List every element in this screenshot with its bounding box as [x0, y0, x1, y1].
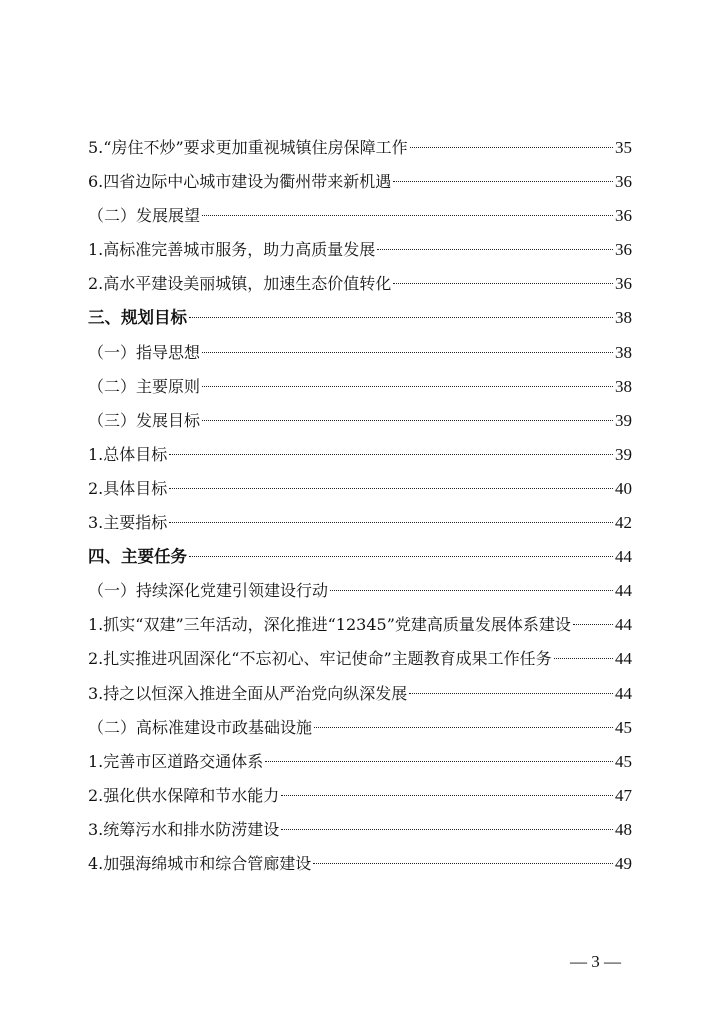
toc-entry[interactable]	[88, 711, 632, 745]
dot-leader	[410, 147, 613, 148]
dot-leader	[169, 522, 613, 523]
dot-leader	[202, 420, 613, 421]
toc-entry[interactable]	[88, 779, 632, 813]
toc-entry[interactable]	[88, 370, 632, 404]
toc-entry-page: 45	[615, 751, 632, 771]
toc-entry-page: 42	[615, 513, 632, 533]
toc-entry-title: 2.扎实推进巩固深化“不忘初心、牢记使命”主题教育成果工作任务	[88, 649, 552, 669]
table-of-contents	[88, 131, 632, 881]
toc-entry-title: 3.统筹污水和排水防涝建设	[88, 819, 280, 839]
toc-entry-page: 38	[615, 342, 632, 362]
dot-leader	[281, 829, 613, 830]
toc-entry-title: （二）主要原则	[88, 376, 201, 396]
toc-entry-page: 40	[615, 478, 632, 498]
dot-leader	[554, 658, 613, 659]
toc-entry-title: （二）发展展望	[88, 206, 201, 226]
toc-entry-page: 44	[615, 649, 632, 669]
toc-entry-title: 1.完善市区道路交通体系	[88, 751, 264, 771]
dot-leader	[169, 454, 613, 455]
toc-entry[interactable]	[88, 608, 632, 642]
toc-entry-page: 48	[615, 819, 632, 839]
dot-leader	[169, 488, 613, 489]
toc-entry-title: 1.高标准完善城市服务，助力高质量发展	[88, 240, 376, 260]
toc-entry-page: 44	[615, 683, 632, 703]
toc-entry-page: 39	[615, 444, 632, 464]
toc-entry[interactable]	[88, 199, 632, 233]
toc-entry[interactable]	[88, 165, 632, 199]
dot-leader	[189, 317, 613, 318]
toc-entry-page: 36	[615, 274, 632, 294]
toc-entry[interactable]	[88, 336, 632, 370]
dot-leader	[189, 556, 613, 557]
dot-leader	[393, 181, 613, 182]
toc-entry-page: 36	[615, 172, 632, 192]
dot-leader	[330, 590, 613, 591]
dot-leader	[202, 386, 613, 387]
toc-entry[interactable]	[88, 506, 632, 540]
toc-entry-title: 1.总体目标	[88, 444, 168, 464]
dot-leader	[573, 624, 613, 625]
toc-entry-title: 3.持之以恒深入推进全面从严治党向纵深发展	[88, 683, 408, 703]
dot-leader	[409, 693, 613, 694]
toc-entry-page: 36	[615, 240, 632, 260]
toc-entry-title: 2.强化供水保障和节水能力	[88, 785, 280, 805]
dot-leader	[313, 863, 613, 864]
toc-entry-page: 38	[615, 308, 632, 328]
dot-leader	[314, 727, 613, 728]
toc-entry-title: 四、主要任务	[88, 547, 187, 567]
toc-entry[interactable]	[88, 472, 632, 506]
toc-entry[interactable]	[88, 131, 632, 165]
toc-entry-title: 三、规划目标	[88, 308, 187, 328]
toc-entry[interactable]	[88, 642, 632, 676]
dot-leader	[265, 761, 613, 762]
toc-entry-page: 44	[615, 581, 632, 601]
toc-entry[interactable]	[88, 233, 632, 267]
toc-entry-title: 3.主要指标	[88, 513, 168, 533]
dot-leader	[393, 283, 613, 284]
toc-entry-page: 44	[615, 615, 632, 635]
toc-entry-title: （三）发展目标	[88, 410, 201, 430]
toc-entry-title: 5.“房住不炒”要求更加重视城镇住房保障工作	[88, 138, 408, 157]
page-number: — 3 —	[570, 952, 621, 971]
toc-entry[interactable]	[88, 438, 632, 472]
toc-entry[interactable]	[88, 847, 632, 881]
toc-entry-title: （一）持续深化党建引领建设行动	[88, 581, 329, 601]
dot-leader	[281, 795, 613, 796]
toc-entry-title: 1.抓实“双建”三年活动，深化推进“12345”党建高质量发展体系建设	[88, 615, 571, 635]
toc-entry[interactable]	[88, 745, 632, 779]
toc-entry-page: 35	[615, 138, 632, 157]
toc-entry-title: 2.具体目标	[88, 478, 168, 498]
toc-entry-title: 4.加强海绵城市和综合管廊建设	[88, 853, 312, 873]
toc-entry-title: 6.四省边际中心城市建设为衢州带来新机遇	[88, 172, 392, 192]
toc-entry-title: （二）高标准建设市政基础设施	[88, 717, 313, 737]
toc-entry-page: 36	[615, 206, 632, 226]
toc-entry-page: 47	[615, 785, 632, 805]
dot-leader	[202, 215, 613, 216]
toc-entry[interactable]	[88, 574, 632, 608]
toc-entry[interactable]	[88, 813, 632, 847]
toc-entry-page: 38	[615, 376, 632, 396]
toc-entry-page: 45	[615, 717, 632, 737]
toc-chapter-entry[interactable]	[88, 540, 632, 574]
dot-leader	[377, 249, 613, 250]
toc-entry-page: 39	[615, 410, 632, 430]
toc-entry-title: 2.高水平建设美丽城镇，加速生态价值转化	[88, 274, 392, 294]
toc-entry[interactable]	[88, 404, 632, 438]
toc-chapter-entry[interactable]	[88, 301, 632, 335]
toc-entry-title: （一）指导思想	[88, 342, 201, 362]
toc-entry-page: 44	[615, 547, 632, 567]
toc-entry-page: 49	[615, 853, 632, 873]
dot-leader	[202, 352, 613, 353]
toc-entry[interactable]	[88, 677, 632, 711]
toc-entry[interactable]	[88, 267, 632, 301]
